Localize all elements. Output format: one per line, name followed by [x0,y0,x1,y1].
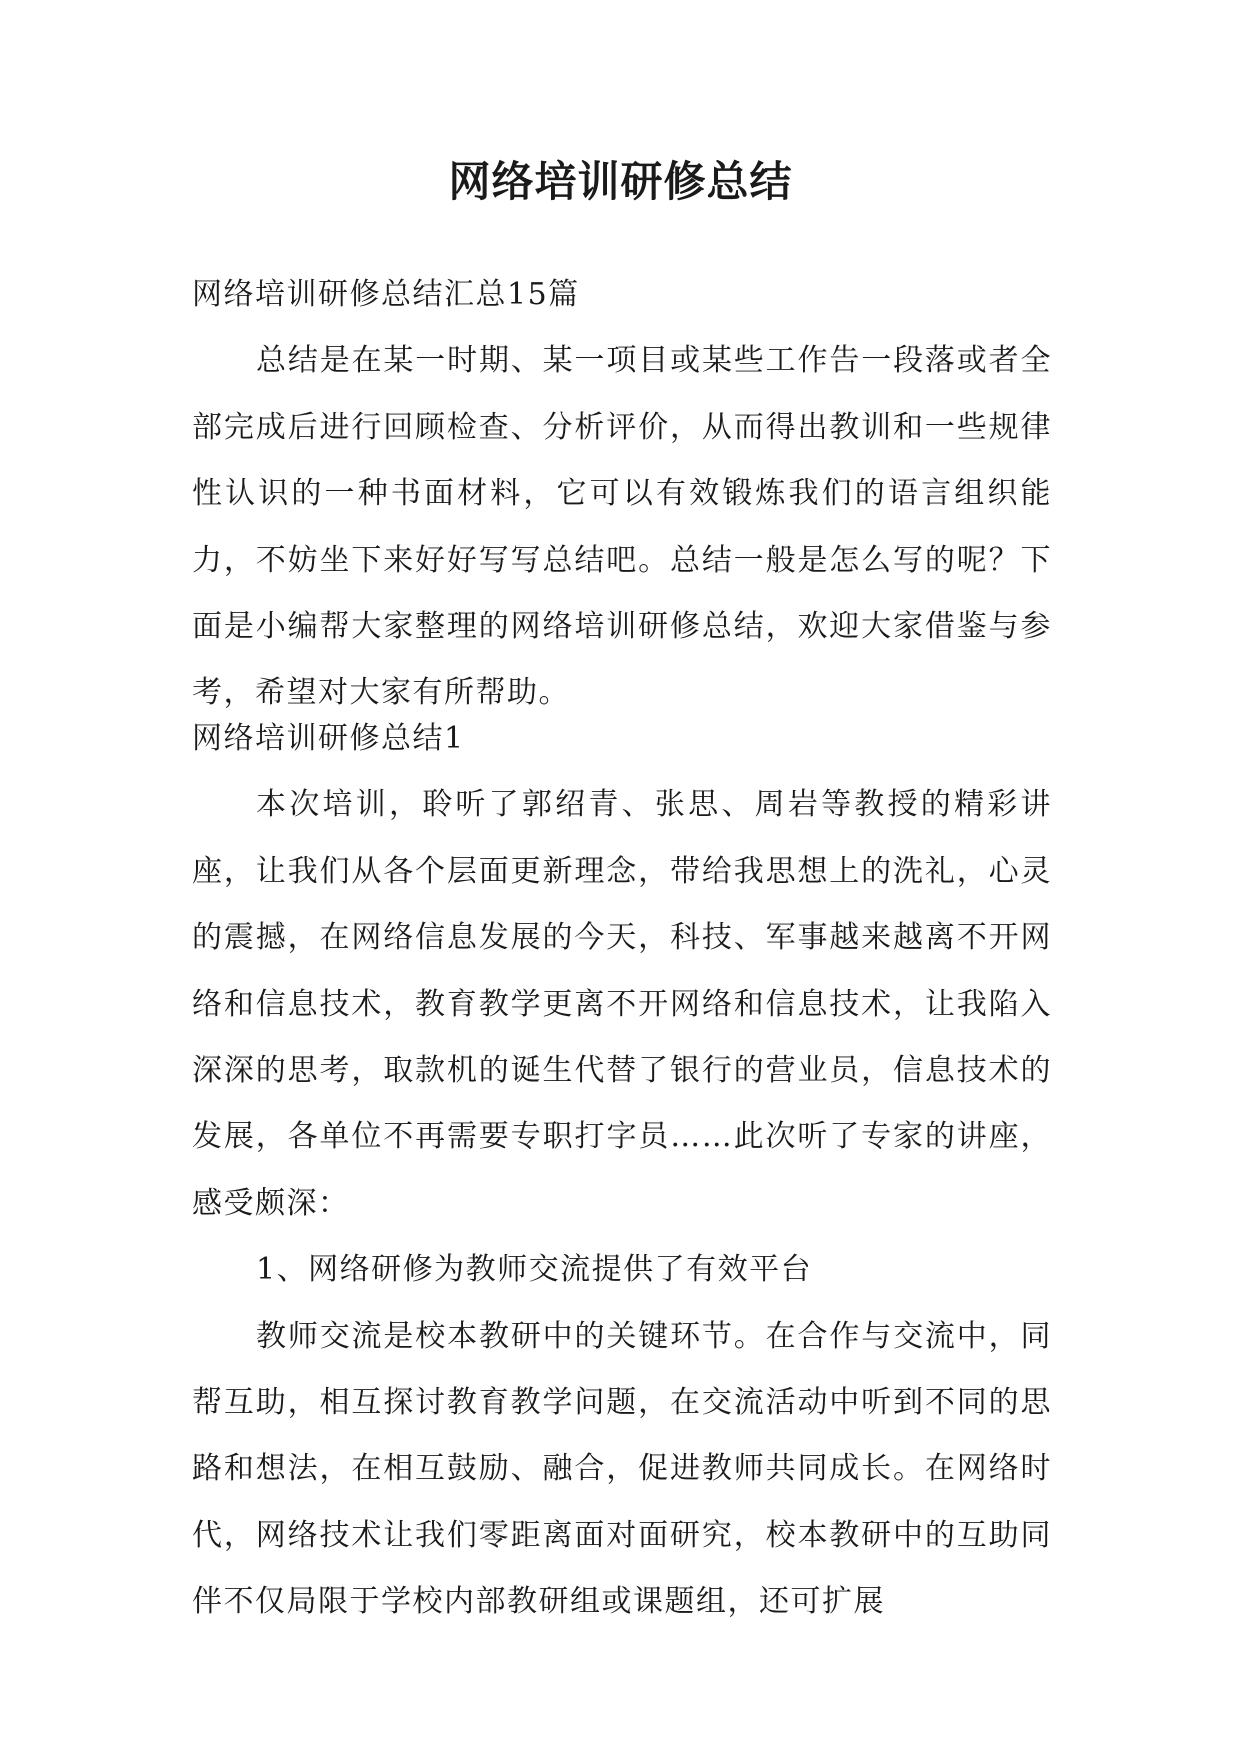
point-1-heading: 1、网络研修为教师交流提供了有效平台 [256,1252,813,1288]
section-1-heading: 网络培训研修总结1 [192,721,465,756]
section-1-paragraph: 本次培训，聆听了郭绍青、张思、周岩等教授的精彩讲座，让我们从各个层面更新理念，带给我思想上的洗礼，心灵的震撼，在网络信息发展的今天，科技、军事越来越离不开网络和信息技术，教育教学更离不开网络和信息技术，让我陷入深深的思考，取款机的诞生代替了银行的营业员，信息技术的发展，各单位不再需要专职打字员……此次听了专家的讲座，感受颇深： [192,787,1052,1221]
intro-block [192,262,1052,727]
section-1 [192,706,1052,1636]
point-1-paragraph: 教师交流是校本教研中的关键环节。在合作与交流中，同帮互助，相互探讨教育教学问题，在交流活动中听到不同的思路和想法，在相互鼓励、融合，促进教师共同成长。在网络时代，网络技术让我们零距离面对面研究，校本教研中的互助同伴不仅局限于学校内部教研组或课题组，还可扩展 [192,1318,1052,1620]
intro-paragraph: 总结是在某一时期、某一项目或某些工作告一段落或者全部完成后进行回顾检查、分析评价，从而得出教训和一些规律性认识的一种书面材料，它可以有效锻炼我们的语言组织能力，不妨坐下来好好写写总结吧。总结一般是怎么写的呢？下面是小编帮大家整理的网络培训研修总结，欢迎大家借鉴与参考，希望对大家有所帮助。 [192,343,1052,711]
document-subtitle: 网络培训研修总结汇总15篇 [192,277,580,312]
document-title: 网络培训研修总结 [448,157,793,206]
